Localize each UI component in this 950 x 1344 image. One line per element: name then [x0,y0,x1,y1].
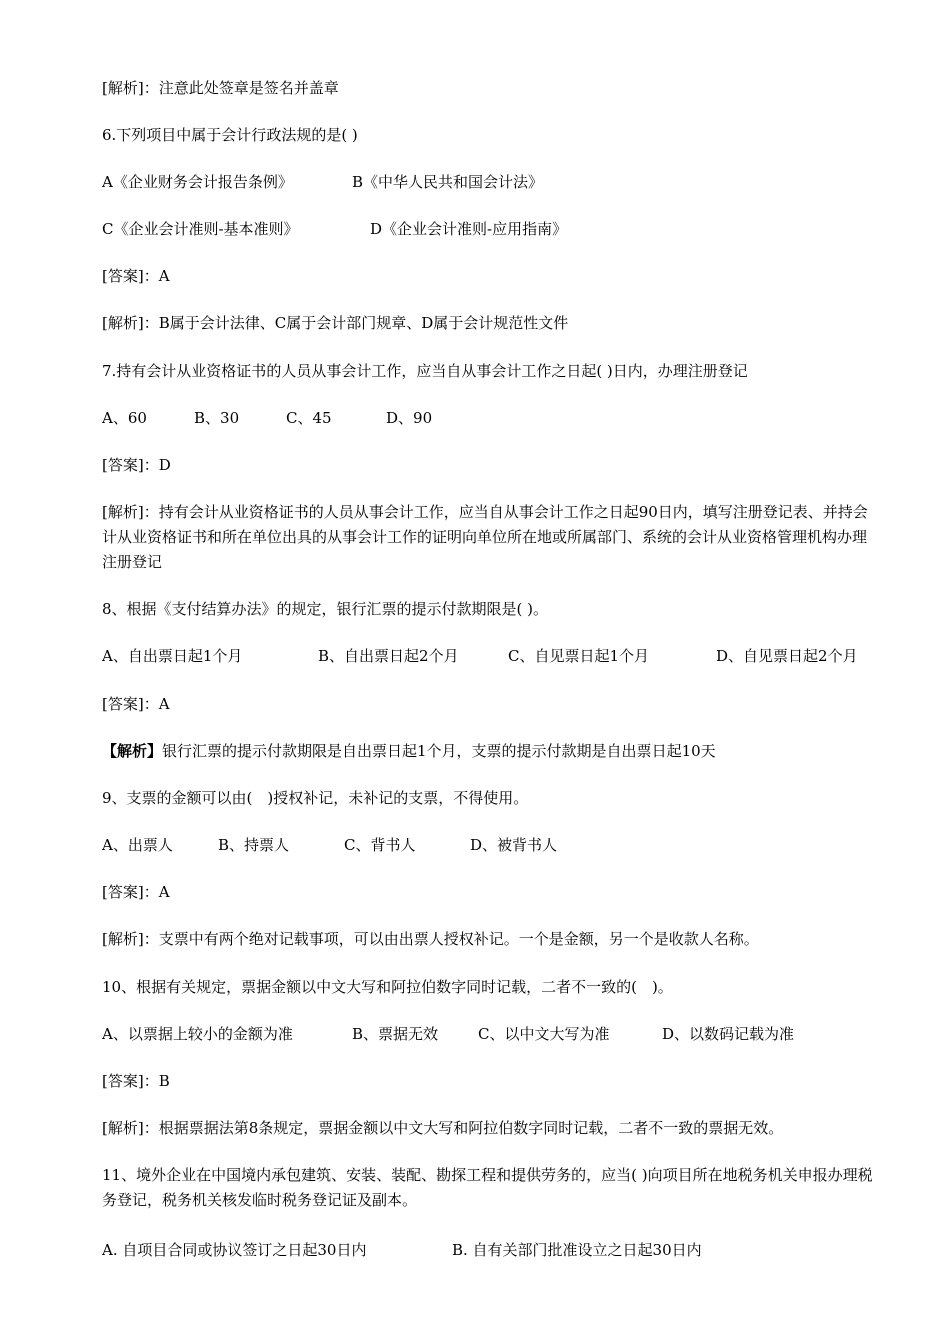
option-a: A、以票据上较小的金额为准 [102,1025,293,1043]
option-a: A. 自项目合同或协议签订之日起30日内 [102,1241,367,1259]
option-b: B、自出票日起2个月 [318,647,459,665]
analysis-5: [解析]：注意此处签章是签名并盖章 [102,79,339,97]
option-a: A《企业财务会计报告条例》 [102,173,293,191]
answer-9: [答案]：A [102,883,170,901]
analysis-6: [解析]：B属于会计法律、C属于会计部门规章、D属于会计规范性文件 [102,314,569,332]
question-11: 11、境外企业在中国境内承包建筑、安装、装配、勘探工程和提供劳务的，应当( )向项目所在地税务机关申报办理税务登记，税务机关核发临时税务登记证及副本。 [102,1166,873,1209]
option-c: C、45 [286,409,332,427]
option-d: D、自见票日起2个月 [716,647,858,665]
option-c: C《企业会计准则-基本准则》 [102,220,299,238]
option-c: C、以中文大写为准 [478,1025,610,1043]
option-c: C、背书人 [344,836,416,854]
answer-8: [答案]：A [102,695,170,713]
option-b: B. 自有关部门批准设立之日起30日内 [452,1241,702,1259]
question-7: 7.持有会计从业资格证书的人员从事会计工作，应当自从事会计工作之日起( )日内，办理注册登记 [102,362,748,380]
analysis-10: [解析]：根据票据法第8条规定，票据金额以中文大写和阿拉伯数字同时记载，二者不一致的票据无效。 [102,1119,784,1137]
analysis-label: 【解析】 [102,742,163,760]
option-c: C、自见票日起1个月 [508,647,650,665]
question-8: 8、根据《支付结算办法》的规定，银行汇票的提示付款期限是( )。 [102,600,549,618]
analysis-9: [解析]：支票中有两个绝对记载事项，可以由出票人授权补记。一个是金额，另一个是收款人名称。 [102,930,759,948]
option-b: B、30 [194,409,240,427]
option-a: A、自出票日起1个月 [102,647,243,665]
option-a: A、出票人 [102,836,173,854]
option-d: D、90 [386,409,433,427]
option-b: B、持票人 [218,836,290,854]
answer-7: [答案]：D [102,456,171,474]
analysis-text: 银行汇票的提示付款期限是自出票日起1个月，支票的提示付款期是自出票日起10天 [162,742,716,760]
answer-10: [答案]：B [102,1072,170,1090]
answer-6: [答案]：A [102,267,170,285]
analysis-7: [解析]：持有会计从业资格证书的人员从事会计工作，应当自从事会计工作之日起90日内，填写注册登记表、并持会计从业资格证书和所在单位出具的从事会计工作的证明向单位所在地或所属部门、系统的会计从业资格管理机构办理注册登记 [102,503,868,571]
question-9: 9、支票的金额可以由( )授权补记，未补记的支票，不得使用。 [102,789,529,807]
option-d: D、以数码记载为准 [662,1025,795,1043]
option-d: D《企业会计准则-应用指南》 [370,220,568,238]
option-b: B、票据无效 [352,1025,439,1043]
analysis-8 [102,741,716,761]
option-b: B《中华人民共和国会计法》 [352,173,544,191]
option-a: A、60 [102,409,147,427]
question-10: 10、根据有关规定，票据金额以中文大写和阿拉伯数字同时记载，二者不一致的( )。 [102,978,673,996]
option-d: D、被背书人 [470,836,558,854]
question-6: 6.下列项目中属于会计行政法规的是( ) [102,126,358,144]
